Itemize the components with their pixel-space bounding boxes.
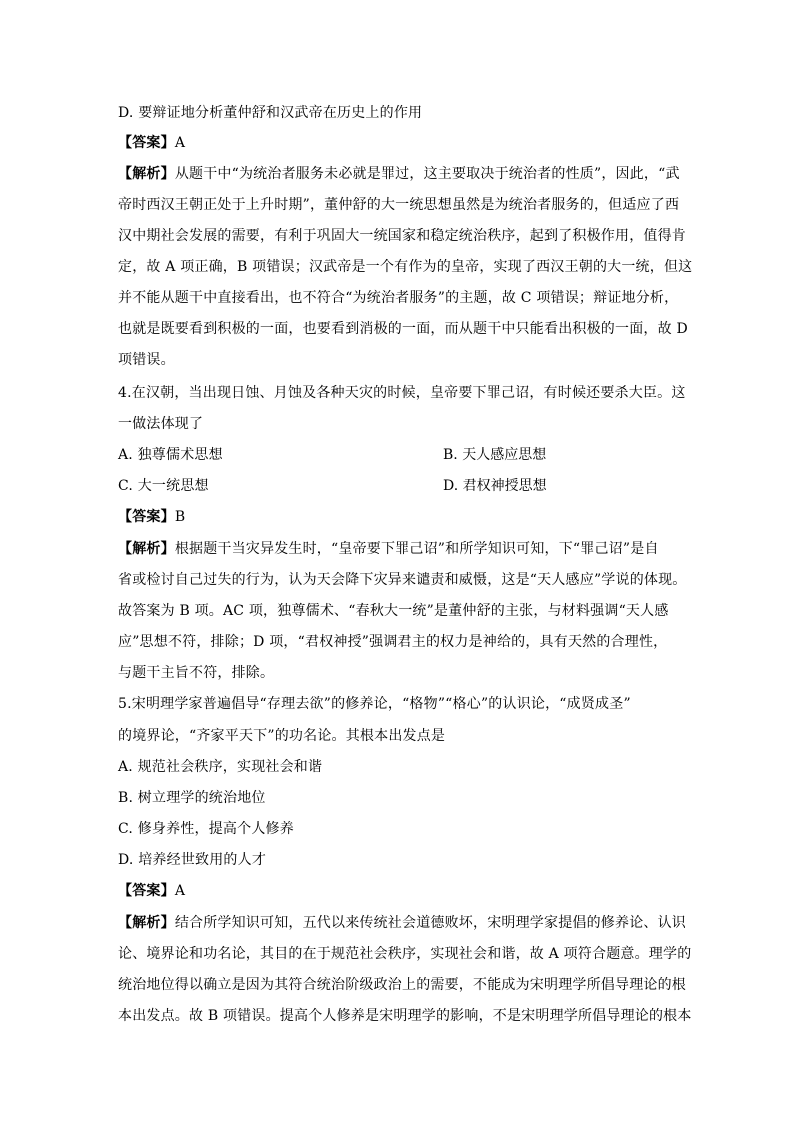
q4-option-c: C. 大一统思想 <box>118 478 209 494</box>
q4-stem-line: 一做法体现了 <box>118 416 204 432</box>
q3-analysis-line: 也就是既要看到积极的一面，也要看到消极的一面，而从题干中只能看出积极的一面，故 D <box>118 321 688 337</box>
q3-option-d: D. 要辩证地分析董仲舒和汉武帝在历史上的作用 <box>118 105 423 121</box>
q4-analysis-line: 应”思想不符，排除；D 项，“君权神授”强调君主的权力是神给的，具有天然的合理性， <box>118 634 668 650</box>
q5-option-d: D. 培养经世致用的人才 <box>118 852 267 868</box>
q3-answer <box>118 133 678 153</box>
q5-answer-value: A <box>174 883 186 899</box>
q3-analysis-line: 定，故 A 项正确，B 项错误；汉武帝是一个有作为的皇帝，实现了西汉王朝的大一统，但这 <box>118 259 693 275</box>
q4-answer-label: 【答案】 <box>118 509 175 525</box>
q3-analysis-text: 从题干中“为统治者服务未必就是罪过，这主要取决于统治者的性质”，因此，“武 <box>174 166 680 182</box>
q5-stem-line: 的境界论，“齐家平天下”的功名论。其根本出发点是 <box>118 728 446 744</box>
q4-answer-value: B <box>174 509 186 525</box>
q5-analysis-line: 统治地位得以确立是因为其符合统治阶级政治上的需要，不能成为宋明理学所倡导理论的根 <box>118 977 686 993</box>
q3-analysis-line <box>118 164 678 184</box>
q3-answer-label: 【答案】 <box>118 135 175 151</box>
q5-analysis-line: 本出发点。故 B 项错误。提高个人修养是宋明理学的影响，不是宋明理学所倡导理论的根本 <box>118 1008 692 1024</box>
q5-option-a: A. 规范社会秩序，实现社会和谐 <box>118 759 323 775</box>
q5-analysis-label: 【解析】 <box>118 915 175 931</box>
q5-answer-label: 【答案】 <box>118 883 175 899</box>
q5-option-b: B. 树立理学的统治地位 <box>118 790 266 806</box>
q5-analysis-text: 结合所学知识可知，五代以来传统社会道德败坏，宋明理学家提倡的修养论、认识 <box>174 915 687 931</box>
q5-analysis-line <box>118 913 687 933</box>
q4-analysis-label: 【解析】 <box>118 541 175 557</box>
q4-option-a: A. 独尊儒术思想 <box>118 447 223 463</box>
q5-stem-line: 5.宋明理学家普遍倡导“存理去欲”的修养论，“格物”“格心”的认识论，“成贤成圣” <box>118 696 631 712</box>
q5-option-c: C. 修身养性，提高个人修养 <box>118 821 294 837</box>
q4-option-b: B. 天人感应思想 <box>443 447 547 463</box>
q4-analysis-line: 省或检讨自己过失的行为，认为天会降下灾异来谴责和威慑，这是“天人感应”学说的体现。 <box>118 572 687 588</box>
q4-option-d: D. 君权神授思想 <box>443 478 547 494</box>
q3-analysis-line: 帝时西汉王朝正处于上升时期”，董仲舒的大一统思想虽然是为统治者服务的，但适应了西 <box>118 197 680 213</box>
q3-analysis-label: 【解析】 <box>118 166 175 182</box>
q5-analysis-line: 论、境界论和功名论，其目的在于规范社会秩序，实现社会和谐，故 A 项符合题意。理学的 <box>118 946 692 962</box>
q3-answer-value: A <box>174 135 186 151</box>
q4-stem-line: 4.在汉朝，当出现日蚀、月蚀及各种天灾的时候，皇帝要下罪己诏，有时候还要杀大臣。这 <box>118 385 686 401</box>
q4-analysis-line: 故答案为 B 项。AC 项，独尊儒术、“春秋大一统”是董仲舒的主张，与材料强调“天人感 <box>118 603 669 619</box>
q4-answer <box>118 507 678 527</box>
q4-analysis-text: 根据题干当灾异发生时，“皇帝要下罪己诏”和所学知识可知，下“罪己诏”是自 <box>174 541 659 557</box>
q3-analysis-line: 汉中期社会发展的需要，有利于巩固大一统国家和稳定统治秩序，起到了积极作用，值得肯 <box>118 228 686 244</box>
q4-analysis-line: 与题干主旨不符，排除。 <box>118 665 275 681</box>
q3-analysis-line: 项错误。 <box>118 352 175 368</box>
q3-analysis-line: 并不能从题干中直接看出，也不符合“为统治者服务”的主题，故 C 项错误；辩证地分析， <box>118 290 679 306</box>
q5-answer <box>118 881 678 901</box>
q4-analysis-line <box>118 539 678 559</box>
